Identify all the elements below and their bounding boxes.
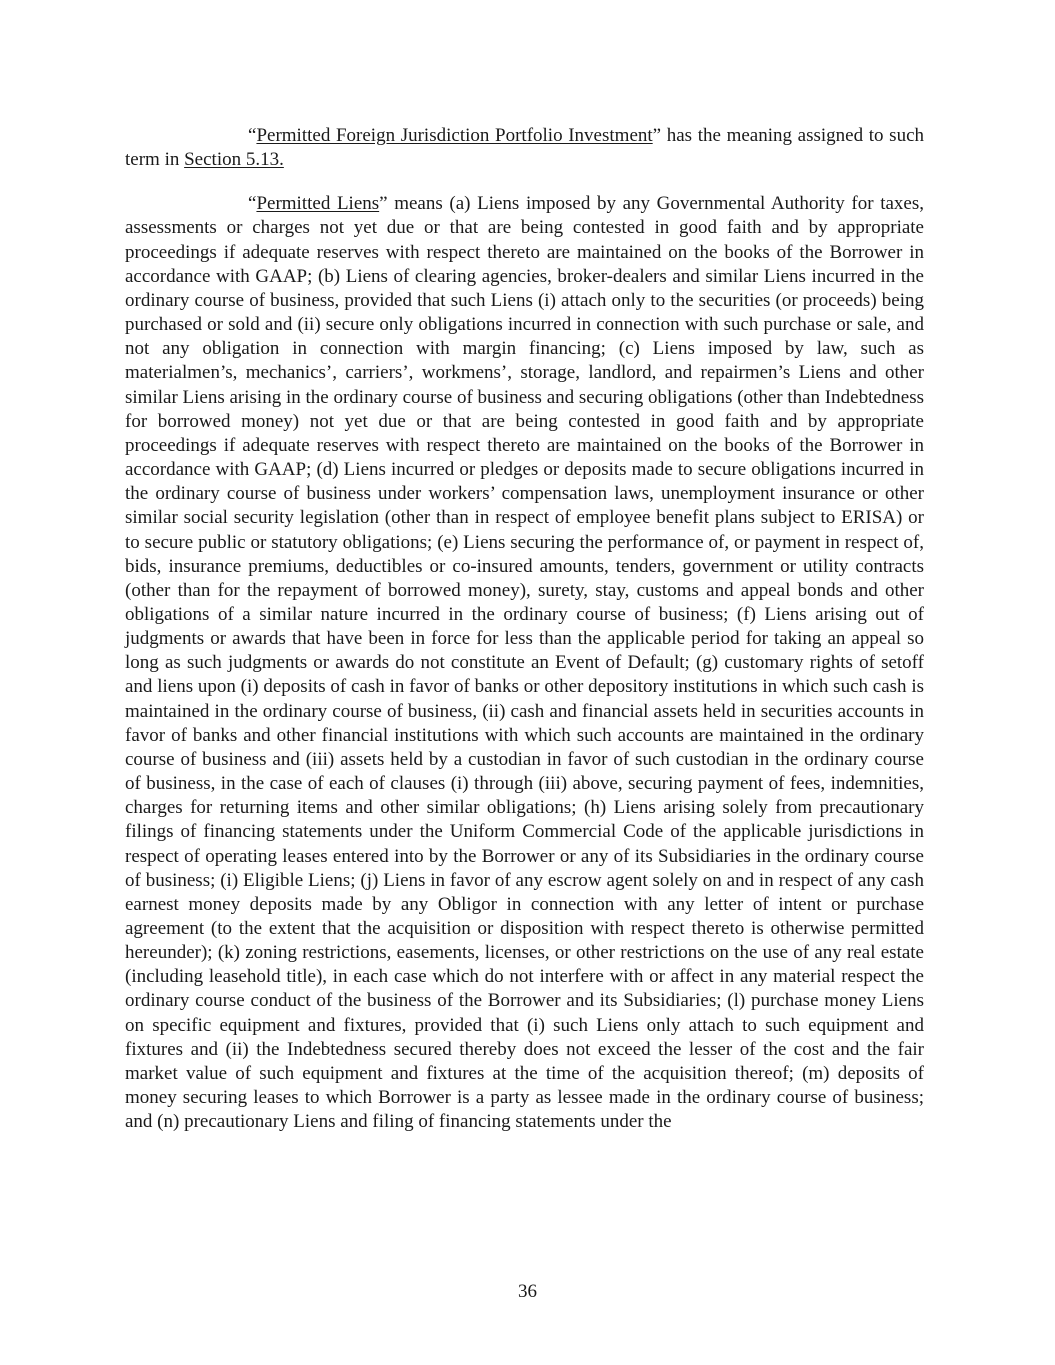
defined-term: Permitted Foreign Jurisdiction Portfolio Investment	[256, 125, 653, 146]
document-body	[125, 124, 924, 1134]
definition-permitted-foreign-jurisdiction-portfolio-investment	[125, 124, 924, 172]
definition-text: ” means (a) Liens imposed by any Governmental Authority for taxes, assessments or charges not yet due or that are being contested in good faith and by appropriate proceedings if adequate reserves with respect thereto are maintained on the books of the Borrower in accordance with GAAP; (b) Liens of clearing agencies, broker-dealers and similar Liens incurred in the ordinary course of business, provided that such Liens (i) attach only to the securities (or proceeds) being purchased or sold and (ii) secure only obligations incurred in connection with such purchase or sale, and not any obligation in connection with margin financing; (c) Liens imposed by law, such as materialmen’s, mechanics’, carriers’, workmens’, storage, landlord, and repairmen’s Liens and other similar Liens arising in the ordinary course of business and securing obligations (other than Indebtedness for borrowed money) not yet due or that are being contested in good faith and by appropriate proceedings if adequate reserves with respect thereto are maintained on the books of the Borrower in accordance with GAAP; (d) Liens incurred or pledges or deposits made to secure obligations incurred in the ordinary course of business under workers’ compensation laws, unemployment insurance or other similar social security legislation (other than in respect of employee benefit plans subject to ERISA) or to secure public or statutory obligations; (e) Liens securing the performance of, or payment in respect of, bids, insurance premiums, deductibles or co-insured amounts, tenders, government or utility contracts (other than for the repayment of borrowed money), surety, stay, customs and appeal bonds and other obligations of a similar nature incurred in the ordinary course of business; (f) Liens arising out of judgments or awards that have been in force for less than the applicable period for taking an appeal so long as such judgments or awards do not constitute an Event of Default; (g) customary rights of setoff and liens upon (i) deposits of cash in favor of banks or other depository institutions in which such cash is maintained in the ordinary course of business, (ii) cash and financial assets held in securities accounts in favor of banks and other financial institutions with which such accounts are maintained in the ordinary course of business and (iii) assets held by a custodian in favor of such custodian in the ordinary course of business, in the case of each of clauses (i) through (iii) above, securing payment of fees, indemnities, charges for returning items and other similar obligations; (h) Liens arising solely from precautionary filings of financing statements under the Uniform Commercial Code of the applicable jurisdictions in respect of operating leases entered into by the Borrower or any of its Subsidiaries in the ordinary course of business; (i) Eligible Liens; (j) Liens in favor of any escrow agent solely on and in respect of any cash earnest money deposits made by any Obligor in connection with any letter of intent or purchase agreement (to the extent that the acquisition or disposition with respect thereto is otherwise permitted hereunder); (k) zoning restrictions, easements, licenses, or other restrictions on the use of any real estate (including leasehold title), in each case which do not interfere with or affect in any material respect the ordinary course conduct of the business of the Borrower and its Subsidiaries; (l) purchase money Liens on specific equipment and fixtures, provided that (i) such Liens only attach to such equipment and fixtures and (ii) the Indebtedness secured thereby does not exceed the lesser of the cost and the fair market value of such equipment and fixtures at the time of the acquisition thereof; (m) deposits of money securing leases to which Borrower is a party as lessee made in the ordinary course of business; and (n) precautionary Liens and filing of financing statements under the	[125, 193, 924, 1133]
definition-permitted-liens	[125, 192, 924, 1134]
open-quote: “	[248, 125, 257, 146]
section-reference: Section 5.13.	[184, 149, 284, 171]
open-quote: “	[248, 193, 257, 215]
defined-term: Permitted Liens	[256, 193, 380, 215]
page-number: 36	[518, 1281, 537, 1302]
definition-text: ” has the meaning assigned to such term in	[125, 125, 924, 171]
